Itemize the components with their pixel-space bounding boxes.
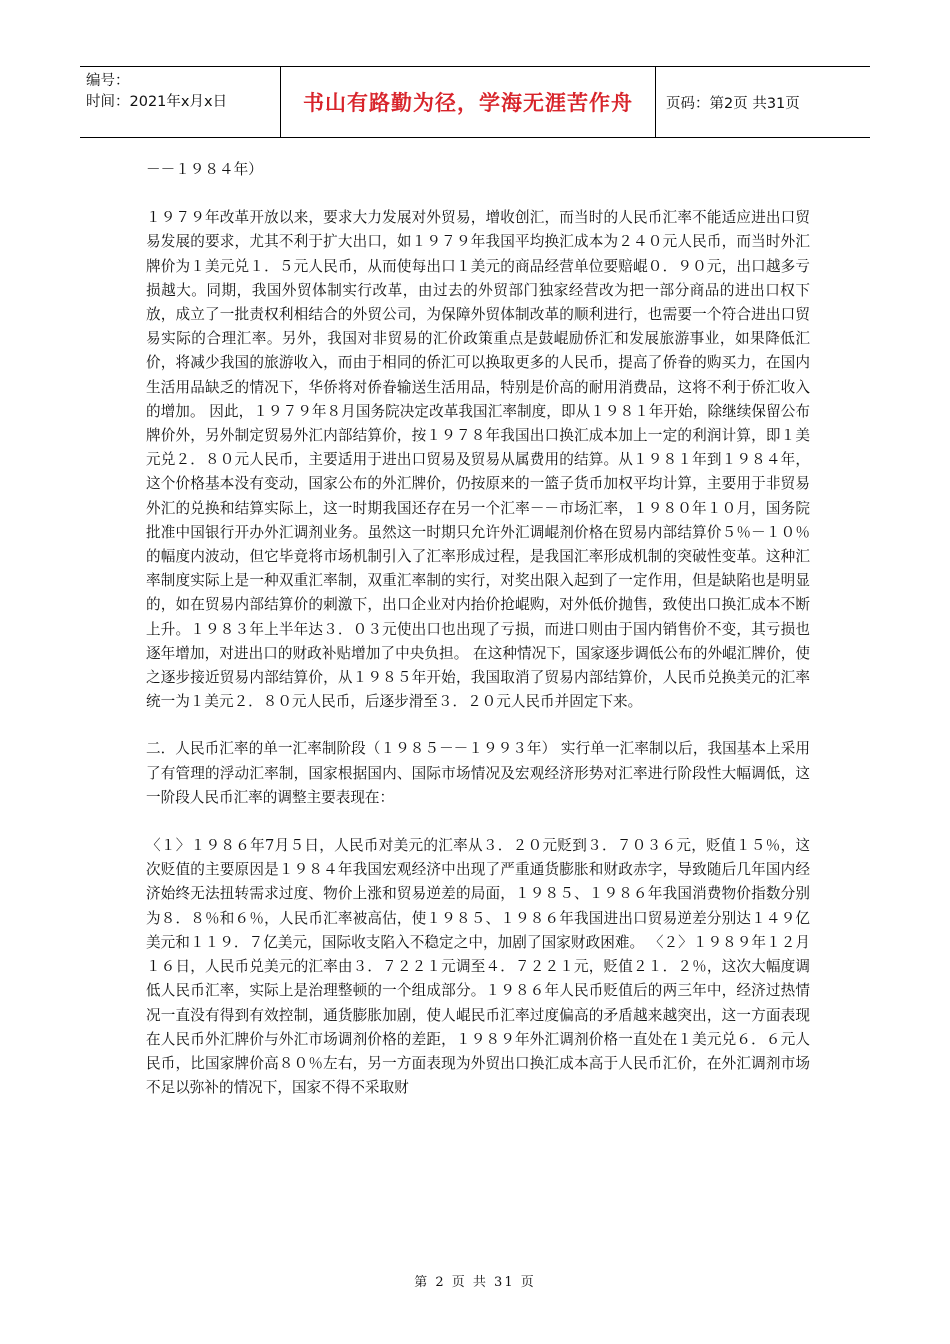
page-header — [80, 66, 870, 138]
paragraph-2: １９７９年改革开放以来，要求大力发展对外贸易，增收创汇，而当时的人民币汇率不能适应进出口贸易发展的要求，尤其不利于扩大出口，如１９７９年我国平均换汇成本为２４０元人民币，而当时外汇牌价为１美元兑１．５元人民币，从而使每出口１美元的商品经营单位要赔崐０．９０元，出口越多亏损越大。同期，我国外贸体制实行改革，由过去的外贸部门独家经营改为把一部分商品的进出口权下放，成立了一批责权利相结合的外贸公司，为保障外贸体制改革的顺利进行，也需要一个符合进出口贸易实际的合理汇率。另外，我国对非贸易的汇价政策重点是鼓崐励侨汇和发展旅游事业，如果降低汇价，将减少我国的旅游收入，而由于相同的侨汇可以换取更多的人民币，提高了侨眷的购买力，在国内生活用品缺乏的情况下，华侨将对侨眷输送生活用品，特别是价高的耐用消费品，这将不利于侨汇收入的增加。 因此，１９７９年８月国务院决定改革我国汇率制度，即从１９８１年开始，除继续保留公布牌价外，另外制定贸易外汇内部结算价，按１９７８年我国出口换汇成本加上一定的利润计算，即１美元兑２．８０元人民币，主要适用于进出口贸易及贸易从属费用的结算。从１９８１年到１９８４年，这个价格基本没有变动，国家公布的外汇牌价，仍按原来的一篮子货币加权平均计算，主要用于非贸易外汇的兑换和结算实际上，这一时期我国还存在另一个汇率－－市场汇率，１９８０年１０月，国务院批准中国银行开办外汇调剂业务。虽然这一时期只允许外汇调崐剂价格在贸易内部结算价５％－１０％的幅度内波动，但它毕竟将市场机制引入了汇率形成过程，是我国汇率形成机制的突破性变革。这种汇率制度实际上是一种双重汇率制，双重汇率制的实行，对奖出限入起到了一定作用，但是缺陷也是明显的，如在贸易内部结算价的刺激下，出口企业对内抬价抢崐购，对外低价抛售，致使出口换汇成本不断上升。１９８３年上半年达３．０３元使出口也出现了亏损，而进口则由于国内销售价不变，其亏损也逐年增加，对进出口的财政补贴增加了中央负担。 在这种情况下，国家逐步调低公布的外崐汇牌价，使之逐步接近贸易内部结算价，从１９８５年开始，我国取消了贸易内部结算价，人民币兑换美元的汇率统一为１美元２．８０元人民币，后逐步滑至３．２０元人民币并固定下来。 — [146, 209, 810, 711]
page-footer: 第 2 页 共 31 页 — [414, 1275, 536, 1290]
document-body — [146, 158, 810, 1100]
header-motto: 书山有路勤为径，学海无涯苦作舟 — [303, 91, 633, 115]
document-number-label: 编号： — [86, 73, 130, 89]
header-page-number: 页码：第2页 共31页 — [666, 95, 800, 112]
header-meta — [80, 67, 280, 137]
header-motto-cell — [280, 67, 656, 137]
paragraph-3: 二．人民币汇率的单一汇率制阶段（１９８５－－１９９３年） 实行单一汇率制以后，我国基本上采用了有管理的浮动汇率制，国家根据国内、国际市场情况及宏观经济形势对汇率进行阶段性大幅调低，这一阶段人民币汇率的调整主要表现在： — [146, 740, 810, 806]
header-page-cell — [656, 67, 870, 137]
paragraph-1: －－１９８４年） — [146, 161, 263, 178]
document-date-label: 时间：2021年x月x日 — [86, 94, 228, 110]
paragraph-4: 〈１〉１９８６年7月５日，人民币对美元的汇率从３．２０元贬到３．７０３６元，贬值１５％，这次贬值的主要原因是１９８４年我国宏观经济中出现了严重通货膨胀和财政赤字，导致随后几年国内经济始终无法扭转需求过度、物价上涨和贸易逆差的局面，１９８５、１９８６年我国消费物价指数分别为８．８％和６％，人民币汇率被高估，使１９８５、１９８６年我国进出口贸易逆差分别达１４９亿美元和１１９．７亿美元，国际收支陷入不稳定之中，加剧了国家财政困难。 〈２〉１９８９年１２月１６日，人民币兑美元的汇率由３．７２２１元调至４．７２２１元，贬值２１．２％，这次大幅度调低人民币汇率，实际上是治理整顿的一个组成部分。１９８６年人民币贬值后的两三年中，经济过热情况一直没有得到有效控制，通货膨胀加剧，使人崐民币汇率过度偏高的矛盾越来越突出，这一方面表现在人民币外汇牌价与外汇市场调剂价格的差距，１９８９年外汇调剂价格一直处在１美元兑６．６元人民币，比国家牌价高８０％左右，另一方面表现为外贸出口换汇成本高于人民币汇价，在外汇调剂市场不足以弥补的情况下，国家不得不采取财 — [146, 837, 810, 1097]
